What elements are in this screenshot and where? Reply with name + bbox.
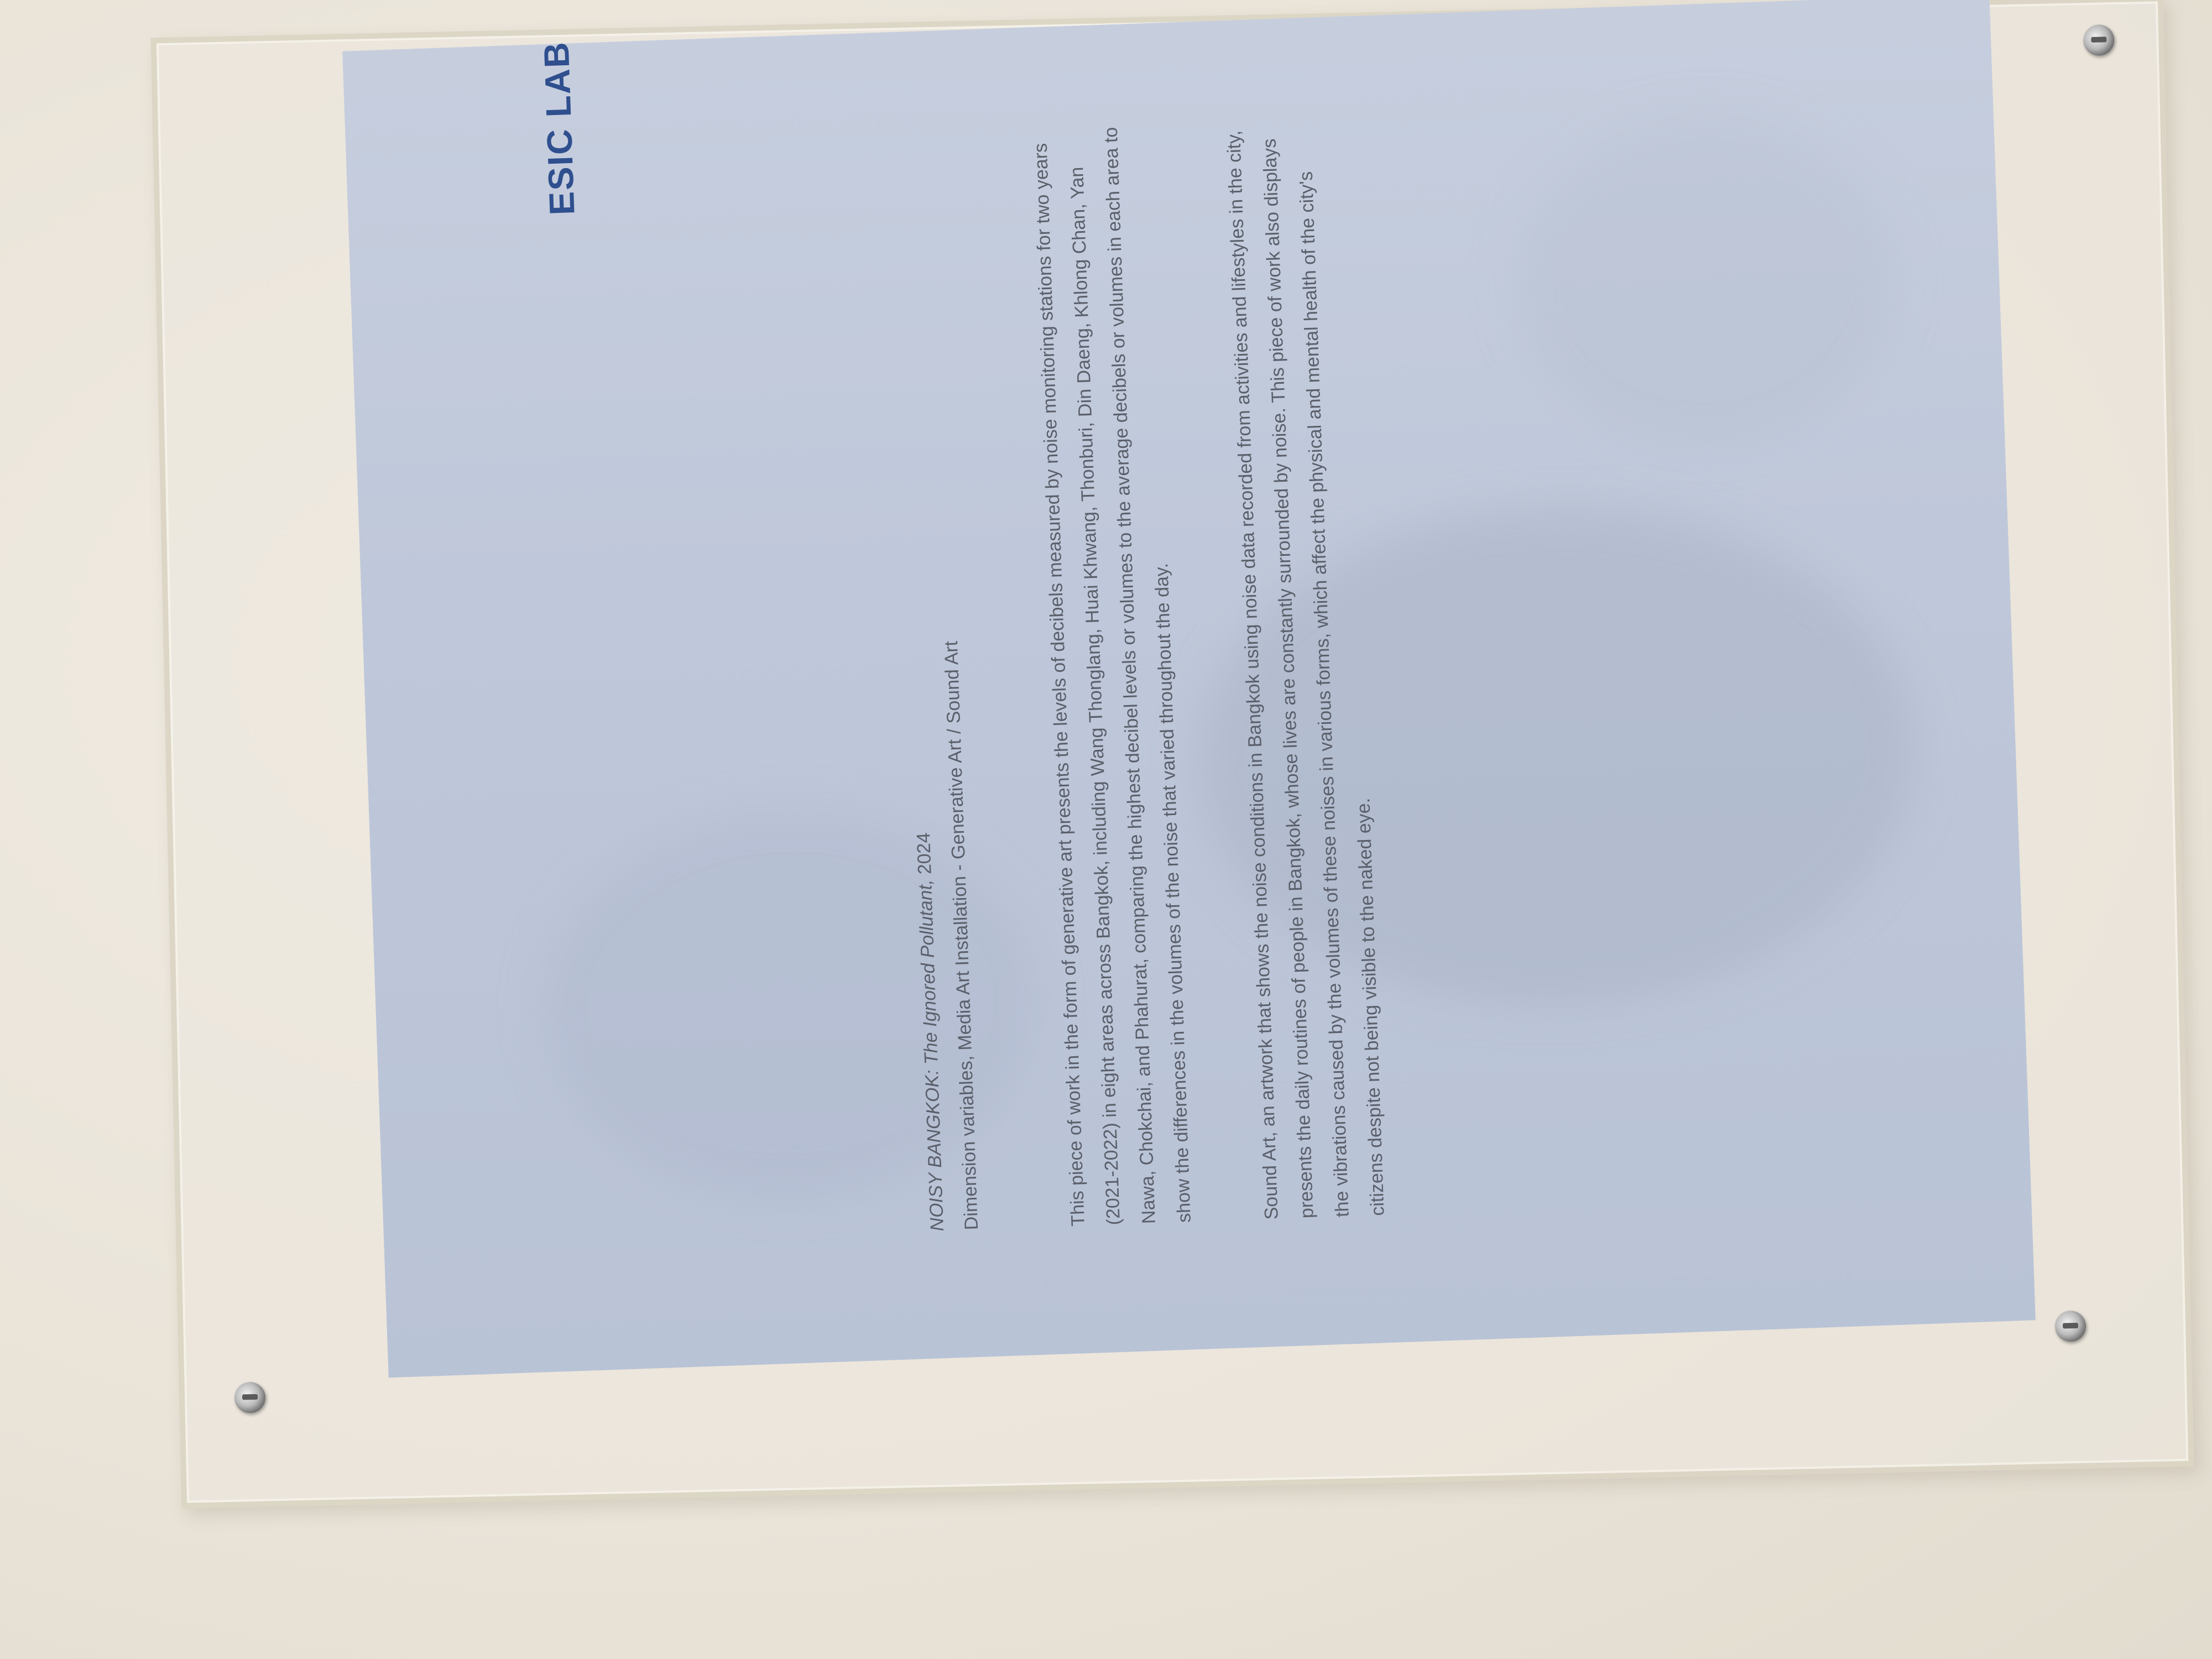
artwork-caption bbox=[881, 124, 989, 1232]
brand-logo-text: ESIC LAB bbox=[536, 40, 582, 216]
placard-sheet bbox=[342, 0, 2036, 1378]
screw-bottom-left bbox=[234, 1382, 265, 1413]
description-paragraph-2: Sound Art, an artwork that shows the noise conditions in Bangkok using noise data recorded from activities and lifestyles in the city, presents the daily routines of people in Bangkok, whose lives are constantly surrounded by noise. This piece of work also displays the vibrations caused by the volumes of these noises in various forms, which affect the physical and mental health of the city's citizens despite not being visible to the naked eye. bbox=[1223, 130, 1389, 1220]
artwork-title: NOISY BANGKOK: The Ignored Pollutant, bbox=[914, 879, 948, 1232]
artwork-year: 2024 bbox=[912, 832, 936, 875]
screw-top-right bbox=[2083, 24, 2115, 56]
placard-content bbox=[474, 0, 2009, 1246]
screw-bottom-right bbox=[2055, 1311, 2086, 1342]
artwork-medium: Dimension variables, Media Art Installation - Generative Art / Sound Art bbox=[940, 640, 983, 1230]
description-paragraph-1: This piece of work in the form of generative art presents the levels of decibels measured by noise monitoring stations for two years (2021-2022) in eight areas across Bangkok, including Wang Thonglang, Huai Khwang, Thonburi, Din Daeng, Khlong Chan, Yan Nawa, Chokchai, and Phahurat, comparing the highest decibel levels or volumes to the average decibels or volumes in each area to show the differences in the volumes of the noise that varied throughout the day. bbox=[1030, 127, 1195, 1227]
